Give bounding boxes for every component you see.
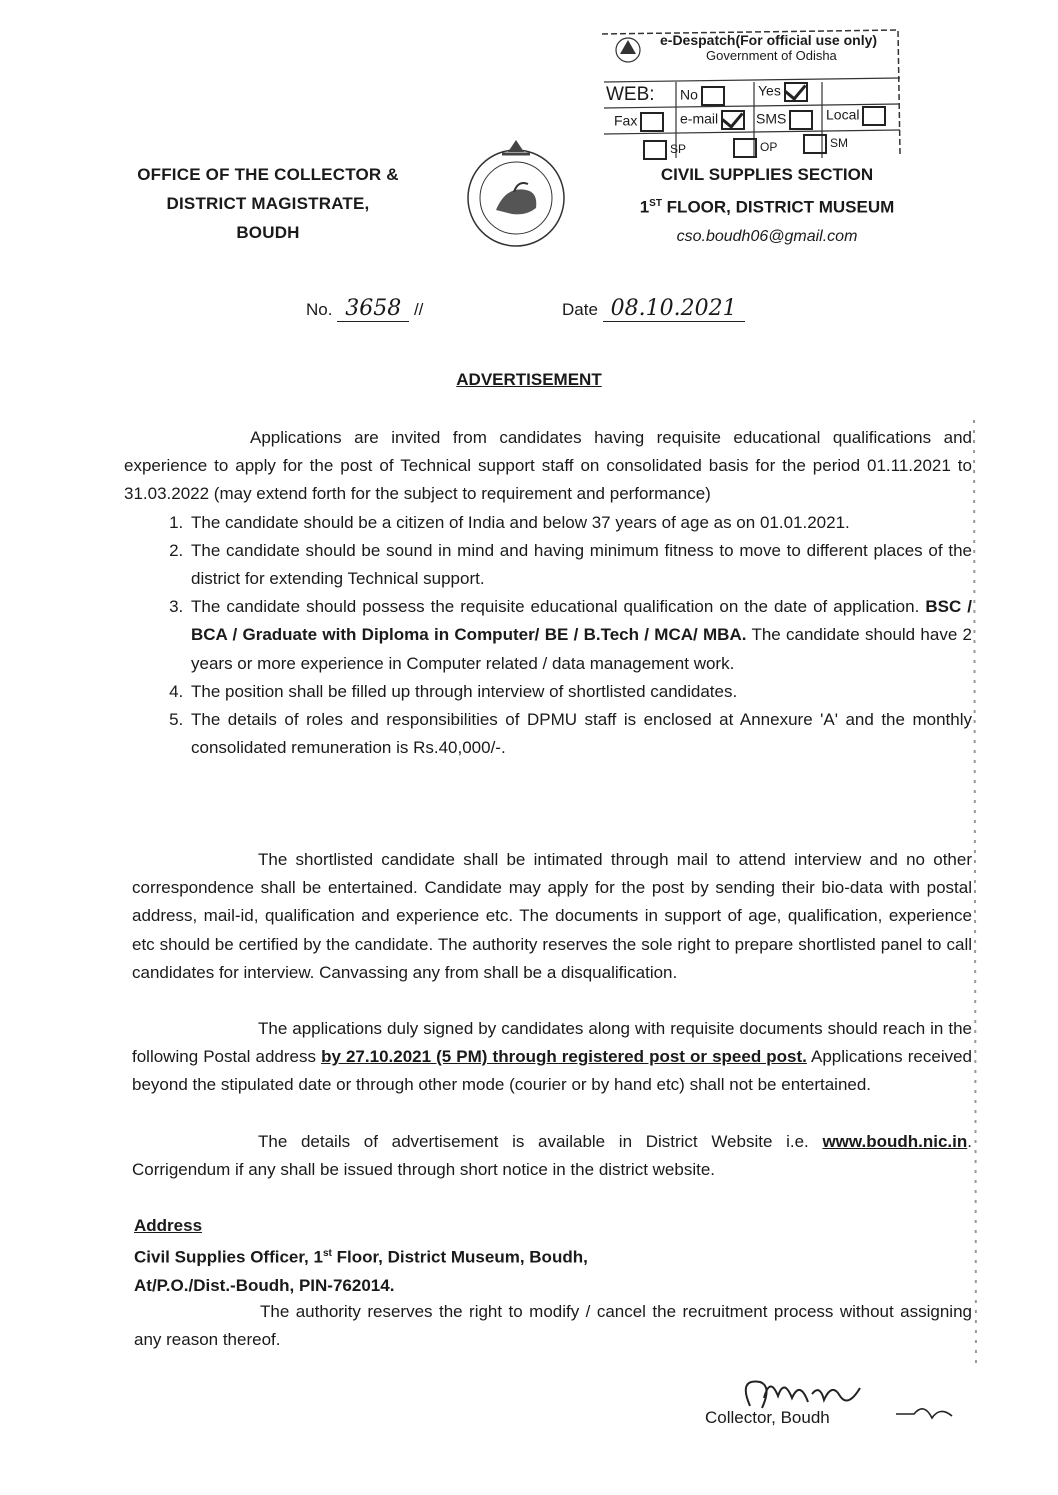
- stamp-web-label: WEB:: [606, 84, 655, 105]
- authority-section: [134, 1298, 972, 1354]
- application-section: [132, 1015, 972, 1100]
- shortlist-paragraph: The shortlisted candidate shall be intimated through mail to attend interview and no other correspondence shall be entertained. Candidate may apply for the post by sending their bio-data with postal address, mail-id, qualification and experience etc. The documents in support of age, qualification, experience etc should be certified by the candidate. The authority reserves the sole right to prepare shortlisted panel to call candidates for interview. Canvassing any from shall be a disqualification.: [132, 850, 972, 982]
- stamp-op: OP: [730, 138, 777, 158]
- no-checkbox: [701, 86, 725, 106]
- shortlist-section: [132, 846, 972, 987]
- section-line-1: CIVIL SUPPLIES SECTION: [660, 165, 874, 184]
- intro-paragraph: Applications are invited from candidates having requisite educational qualifications and experience to apply for the post of Technical support staff on consolidated basis for the period 01.11.2021 to 31.03.2022 (may extend forth for the subject to requirement and performance): [124, 428, 972, 504]
- website-section: [132, 1128, 972, 1184]
- stamp-local: Local: [826, 106, 889, 126]
- signature-label: Collector, Boudh: [705, 1408, 830, 1427]
- stamp-sp: SP: [640, 140, 686, 160]
- ref-date-value: 08.10.2021: [603, 296, 745, 322]
- address-heading: Address: [134, 1216, 203, 1235]
- authority-paragraph: The authority reserves the right to modify / cancel the recruitment process without assigning any reason thereof.: [134, 1302, 972, 1350]
- office-line-3: BOUDH: [236, 223, 300, 242]
- ref-no-label: No.: [306, 300, 333, 319]
- sms-checkbox: [789, 110, 813, 130]
- email-checkbox: [721, 110, 745, 130]
- address-block: [134, 1212, 974, 1300]
- stamp-web-yes: Yes: [758, 82, 811, 102]
- stamp-subtitle: Government of Odisha: [706, 48, 837, 63]
- condition-item: 2. The candidate should be sound in mind and having minimum fitness to move to different places of the district for extending Technical support.: [188, 537, 972, 593]
- website-link[interactable]: www.boudh.nic.in: [822, 1132, 968, 1151]
- website-paragraph: The details of advertisement is available in District Website i.e. www.boudh.nic.in. Corrigendum if any shall be issued through short notice in the district website.: [132, 1132, 972, 1180]
- local-checkbox: [862, 106, 886, 126]
- op-checkbox: [733, 138, 757, 158]
- section-email: cso.boudh06@gmail.com: [676, 227, 858, 245]
- stamp-email: e-mail: [680, 110, 748, 130]
- scan-edge-artifact: [964, 420, 984, 1370]
- conditions-list: [124, 509, 972, 763]
- ref-no-value: 3658: [337, 296, 409, 322]
- condition-item: 1. The candidate should be a citizen of India and below 37 years of age as on 01.01.2021.: [188, 509, 972, 537]
- reference-date: [562, 296, 745, 322]
- e-despatch-stamp: [600, 26, 902, 158]
- ref-no-suffix: //: [413, 300, 424, 319]
- sm-checkbox: [803, 134, 827, 154]
- page-title: ADVERTISEMENT: [456, 370, 602, 389]
- address-line-2: At/P.O./Dist.-Boudh, PIN-762014.: [134, 1276, 395, 1296]
- condition-item: 5. The details of roles and responsibilities of DPMU staff is enclosed at Annexure 'A' and the monthly consolidated remuneration is Rs.40,000/-.: [188, 706, 972, 762]
- address-line-1: Civil Supplies Officer, 1st Floor, District Museum, Boudh,: [134, 1247, 588, 1267]
- condition-item: 3. The candidate should possess the requisite educational qualification on the date of application. BSC / BCA / Graduate with Diploma in Computer/ BE / B.Tech / MCA/ MBA. The candidate should have 2 years or more experience in Computer related / data management work.: [188, 593, 972, 678]
- sp-checkbox: [643, 140, 667, 160]
- deadline-text: by 27.10.2021 (5 PM) through registered post or speed post.: [321, 1047, 807, 1067]
- fax-checkbox: [640, 112, 664, 132]
- stamp-sms: SMS: [756, 110, 816, 130]
- odisha-emblem-icon: [456, 136, 576, 256]
- office-line-1: OFFICE OF THE COLLECTOR &: [137, 165, 399, 184]
- stamp-web-no: No: [680, 86, 728, 106]
- ref-date-label: Date: [562, 300, 598, 319]
- stamp-sm: SM: [800, 134, 848, 154]
- application-paragraph: The applications duly signed by candidates along with requisite documents should reach in the following Postal address by 27.10.2021 (5 PM) through registered post or speed post. Applications received beyond the stipulated date or through other mode (courier or by hand etc) shall not be entertained.: [132, 1019, 973, 1095]
- condition-item: 4. The position shall be filled up through interview of shortlisted candidates.: [188, 678, 972, 706]
- section-line-2: 1ST FLOOR, DISTRICT MUSEUM: [639, 197, 895, 217]
- office-header: [98, 160, 438, 247]
- section-header: [612, 160, 922, 251]
- stamp-fax: Fax: [614, 112, 667, 132]
- reference-number: [306, 296, 423, 322]
- yes-checkbox: [784, 82, 808, 102]
- office-line-2: DISTRICT MAGISTRATE,: [166, 194, 370, 213]
- intro-section: [124, 424, 972, 762]
- stamp-title: e-Despatch(For official use only): [660, 32, 878, 48]
